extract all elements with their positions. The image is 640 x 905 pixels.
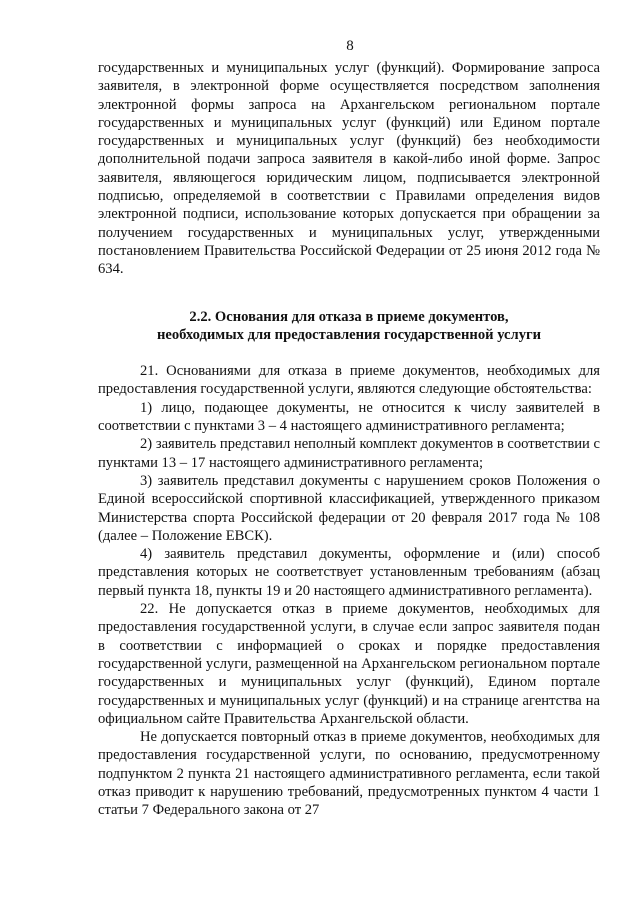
paragraph-subitem-4: 4) заявитель представил документы, оформление и (или) способ представления которых не соответствует установленным требованиям (абзац первый пункта 18, пункты 19 и 20 настоящего административного регламента). [98,546,600,599]
spacer [98,344,600,362]
section-heading-line-1: 2.2. Основания для отказа в приеме документов, [189,308,509,325]
paragraph-subitem-2: 2) заявитель представил неполный комплект документов в соответствии с пунктами 13 – 17 настоящего административного регламента; [98,436,600,471]
paragraph-item-22: 22. Не допускается отказ в приеме документов, необходимых для предоставления государственной услуги, в случае если запрос заявителя подан в соответствии с информацией о сроках и порядке предоставления государственной услуги, размещенной на Архангельском региональном портале государственных и муниципальных услуг (функций), Едином портале государственных и муниципальных услуг (функций) и на странице агентства на официальном сайте Правительства Архангельской области. [98,601,600,727]
intro-paragraph: государственных и муниципальных услуг (функций). Формирование запроса заявителя, в электронной форме осуществляется посредством заполнения электронной формы запроса на Архангельском региональном портале государственных и муниципальных услуг (функций) или Едином портале государственных и муниципальных услуг (функций) без необходимости дополнительной подачи запроса заявителя в какой-либо иной форме. Запрос заявителя, являющегося юридическим лицом, подписывается электронной подписью, определяемой в соответствии с Правилами определения видов электронной подписи, использование которых допускается при обращении за получением государственных и муниципальных услуг, утвержденными постановлением Правительства Российской Федерации от 25 июня 2012 года № 634. [98,60,600,278]
paragraph-repeat-refusal: Не допускается повторный отказ в приеме документов, необходимых для предоставления государственной услуги, по основанию, предусмотренному подпунктом 2 пункта 21 настоящего административного регламента, если такой отказ приводит к нарушению требований, предусмотренных пунктом 4 части 1 статьи 7 Федерального закона от 27 [98,729,600,819]
paragraph-item-21: 21. Основаниями для отказа в приеме документов, необходимых для предоставления государственной услуги, являются следующие обстоятельства: [98,363,600,398]
section-heading [98,308,600,345]
paragraph-subitem-3: 3) заявитель представил документы с нарушением сроков Положения о Единой всероссийской спортивной классификацией, утвержденного приказом Министерства спорта Российской федерации от 20 февраля 2017 года № 108 (далее – Положение ЕВСК). [98,472,600,544]
page-number: 8 [346,38,354,54]
spacer [98,279,600,308]
section-heading-line-2: необходимых для предоставления государственной услуги [156,326,542,343]
paragraph-subitem-1: 1) лицо, подающее документы, не относится к числу заявителей в соответствии с пунктами 3 – 4 настоящего административного регламента; [98,399,600,435]
